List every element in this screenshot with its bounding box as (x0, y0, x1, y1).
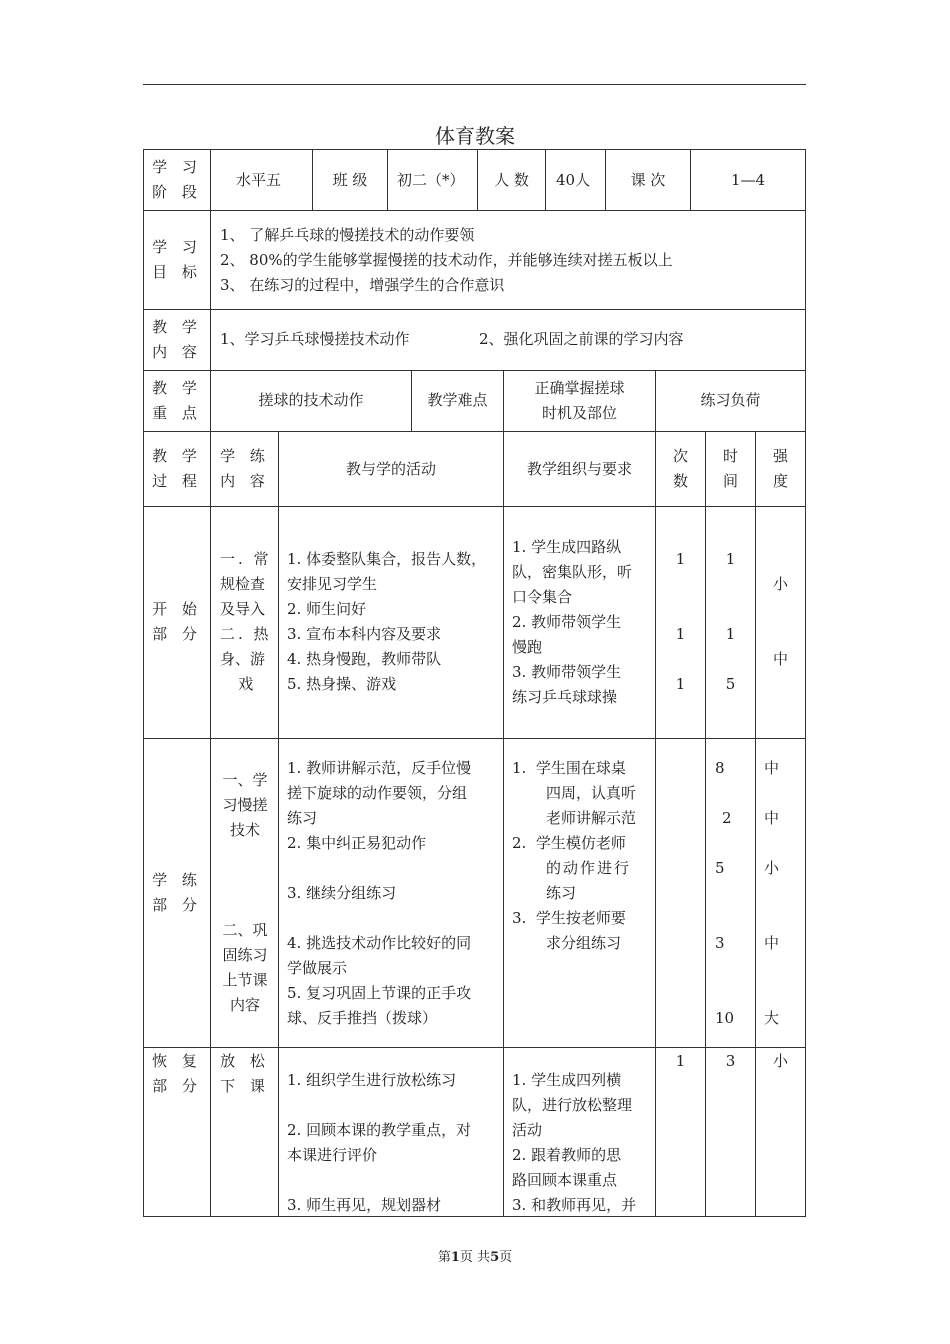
count-label: 人 数 (494, 171, 529, 189)
practice-time-4: 3 (715, 934, 725, 952)
keypoints-label: 教 学 重 点 (152, 379, 202, 422)
times-header: 次 数 (672, 447, 688, 490)
time-header: 时 间 (722, 447, 738, 490)
goal-item: 3、 在练习的过程中，增强学生的合作意识 (220, 276, 505, 294)
class-label: 班 级 (332, 171, 368, 189)
practice-time-2: 2 (722, 809, 732, 827)
recovery-intensity: 小 (772, 1052, 788, 1070)
start-practice: 一. 常 规检查 及导入 二. 热 身、游 戏 (220, 550, 272, 693)
practice-time-1: 8 (715, 759, 725, 777)
class-value: 初二（*） (397, 171, 465, 189)
practice-intensity-3: 小 (764, 859, 780, 877)
start-label: 开 始 部 分 (152, 600, 202, 643)
start-intensity-1: 小 (772, 575, 788, 593)
count-value: 40人 (556, 171, 591, 189)
goal-item: 1、 了解乒乓球的慢搓技术的动作要领 (220, 226, 475, 244)
header-rule (143, 84, 806, 85)
process-header: 教 学 过 程 (152, 447, 202, 490)
practice-intensity-5: 大 (764, 1009, 780, 1027)
activity-header: 教与学的活动 (345, 460, 436, 478)
practice-part-2: 二、巩 固练习 上节课 内容 (222, 921, 268, 1014)
total-pages: 5 (490, 1250, 500, 1265)
practice-intensity-4: 中 (764, 934, 780, 952)
start-times-1: 1 (675, 550, 686, 568)
keypoints-value: 搓球的技术动作 (258, 391, 364, 409)
start-intensity-2: 中 (772, 650, 788, 668)
difficulty-label: 教学难点 (427, 391, 488, 409)
practice-intensity-1: 中 (764, 759, 780, 777)
practice-part-1: 一、学 习慢搓 技术 (222, 771, 268, 839)
lesson-label: 课 次 (630, 171, 666, 189)
current-page: 1 (450, 1250, 460, 1265)
goal-item: 2、 80%的学生能够掌握慢搓的技术动作，并能够连续对搓五板以上 (220, 251, 673, 269)
start-activities: 1. 体委整队集合，报告人数， 安排见习学生 2. 师生问好 3. 宣布本科内容及要求 4. 热身慢跑，教师带队 5. 热身操、游戏 (287, 550, 487, 693)
intensity-header: 强 度 (772, 447, 788, 490)
practice-label: 学 练 部 分 (152, 871, 202, 914)
recovery-practice: 放 松 下 课 (220, 1052, 270, 1095)
recovery-times: 1 (675, 1052, 686, 1070)
practice-intensity-2: 中 (764, 809, 780, 827)
start-time-1: 1 (725, 550, 736, 568)
recovery-time: 3 (725, 1052, 736, 1070)
load-label: 练习负荷 (700, 391, 761, 409)
lesson-value: 1—4 (730, 171, 766, 189)
content-item-1: 1、学习乒乓球慢搓技术动作 (220, 330, 410, 348)
practice-activities: 1. 教师讲解示范，反手位慢 搓下旋球的动作要领，分组 练习 2. 集中纠正易犯动作 3. 继续分组练习 4. 挑选技术动作比较好的同 学做展示 5. 复习巩固上节课的正手攻 球、反手推挡（拨球） (287, 759, 472, 1027)
difficulty-value: 正确掌握搓球 时机及部位 (534, 379, 625, 422)
stage-label: 学 习 阶 段 (152, 158, 202, 201)
stage-value: 水平五 (236, 171, 282, 189)
content-label: 教 学 内 容 (152, 318, 202, 361)
recovery-organization: 1. 学生成四列横 队，进行放松整理 活动 2. 跟着教师的思 路回顾本课重点 3. 和教师再见，并 (512, 1071, 637, 1214)
start-times-2: 1 (675, 625, 686, 643)
practice-time-3: 5 (715, 859, 725, 877)
page-footer: 第1页 共5页 (437, 1250, 513, 1265)
goals-label: 学 习 目 标 (152, 238, 202, 281)
recovery-activities: 1. 组织学生进行放松练习 2. 回顾本课的教学重点，对 本课进行评价 3. 师生再见，规划器材 (287, 1071, 472, 1214)
start-organization: 1. 学生成四路纵 队，密集队形，听 口令集合 2. 教师带领学生 慢跑 3. 教师带领学生 练习乒乓球球操 (512, 538, 633, 706)
start-time-2: 1 (725, 625, 736, 643)
organization-header: 教学组织与要求 (526, 460, 632, 478)
start-times-3: 1 (675, 675, 686, 693)
goals-list (220, 223, 673, 298)
practice-organization: 1. 学生围在球桌 四周，认真听 老师讲解示范 2. 学生模仿老师 的动作进行 练习 3. 学生按老师要 求分组练习 (512, 759, 637, 952)
start-time-3: 5 (725, 675, 736, 693)
practice-time-5: 10 (715, 1009, 735, 1027)
content-item-2: 2、强化巩固之前课的学习内容 (479, 330, 684, 348)
page-title: 体育教案 (435, 124, 515, 148)
recovery-label: 恢 复 部 分 (152, 1052, 202, 1095)
practice-header: 学 练 内 容 (220, 447, 270, 490)
